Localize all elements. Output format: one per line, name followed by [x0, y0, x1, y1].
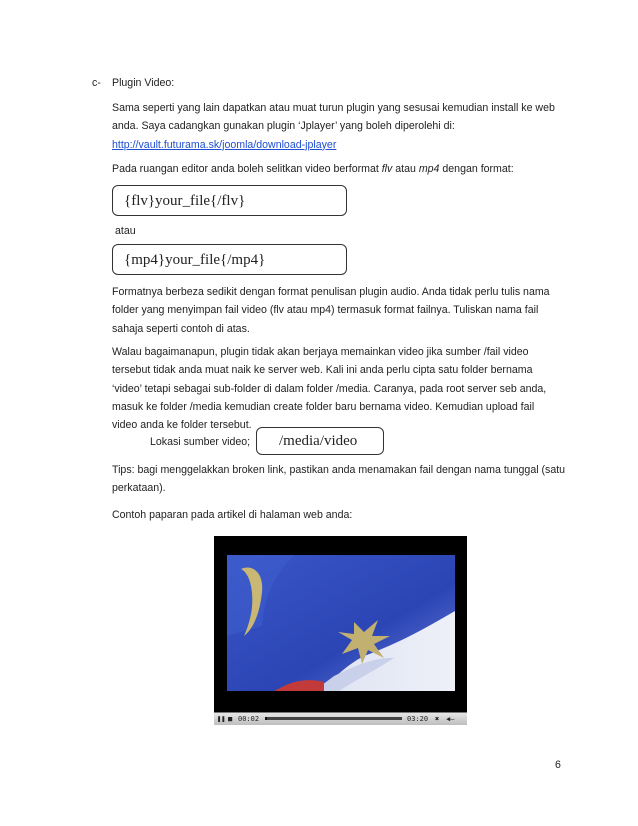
- code-box-mp4: {mp4}your_file{/mp4}: [112, 244, 347, 275]
- section-heading: Plugin Video:: [112, 77, 175, 89]
- section-marker: c-: [92, 77, 101, 89]
- intro-line-1: Sama seperti yang lain dapatkan atau muat turun plugin yang sesusai kemudian install ke web: [112, 102, 555, 114]
- intro-paragraph: [112, 99, 562, 154]
- tips-line-1: Tips: bagi menggelakkan broken link, pastikan anda menamakan fail dengan nama tunggal (satu: [112, 464, 566, 476]
- format-paragraph: [112, 283, 562, 338]
- however-paragraph: [112, 343, 562, 434]
- seek-bar[interactable]: [265, 717, 402, 720]
- however-line-2: tersebut tidak anda muat naik ke server web. Kali ini anda perlu cipta satu folder bernama: [112, 364, 533, 377]
- location-label: Lokasi sumber video;: [150, 436, 251, 448]
- however-line-1: Walau bagaimanapun, plugin tidak akan berjaya memainkan video jika sumber /fail video: [112, 346, 529, 358]
- or-text: atau: [115, 225, 136, 237]
- example-caption: Contoh paparan pada artikel di halaman web anda:: [112, 509, 353, 521]
- time-elapsed: 00:02: [238, 715, 260, 723]
- stop-icon[interactable]: ■: [228, 715, 233, 723]
- seek-progress: [265, 717, 267, 720]
- play-pause-icon[interactable]: ❚❚: [217, 715, 226, 723]
- page-number: 6: [555, 759, 561, 771]
- volume-icon[interactable]: ◀–: [446, 715, 455, 723]
- intro-line-2: anda. Saya cadangkan gunakan plugin ‘Jplayer’ yang boleh diperolehi di:: [112, 120, 455, 133]
- fullscreen-icon[interactable]: ✖: [435, 715, 440, 723]
- editor-note: [112, 160, 562, 178]
- format-line-3: sahaja seperti contoh di atas.: [112, 322, 250, 335]
- video-controls: [214, 712, 467, 725]
- jplayer-download-link[interactable]: http://vault.futurama.sk/joomla/download-jplayer: [112, 138, 337, 151]
- tips-line-2: perkataan).: [112, 482, 166, 495]
- however-line-5: video anda ke folder tersebut.: [112, 419, 252, 432]
- format-line-1: Formatnya berbeza sedikit dengan format penulisan plugin audio. Anda tidak perlu tulis nama: [112, 286, 550, 298]
- format-line-2: folder yang menyimpan fail video (flv atau mp4) termasuk format failnya. Tuliskan nama fail: [112, 304, 539, 317]
- location-path-box: /media/video: [256, 427, 384, 455]
- editor-note-before: Pada ruangan editor anda boleh selitkan video berformat: [112, 163, 382, 175]
- editor-note-flv: flv: [381, 163, 393, 175]
- video-player[interactable]: [214, 536, 467, 723]
- however-line-4: masuk ke folder /media kemudian create folder baru bernama video. Kemudian upload fail: [112, 400, 535, 413]
- editor-note-mp4: mp4: [418, 163, 440, 175]
- time-total: 03:20: [407, 715, 429, 723]
- however-line-3: ‘video’ tetapi sebagai sub-folder di dalam folder /media. Caranya, pada root server seb anda,: [112, 382, 547, 395]
- code-box-flv: {flv}your_file{/flv}: [112, 185, 347, 216]
- editor-note-after: dengan format:: [439, 163, 514, 175]
- editor-note-middle: atau: [392, 163, 419, 175]
- tips-paragraph: [112, 461, 566, 498]
- video-frame-flag: [214, 536, 467, 712]
